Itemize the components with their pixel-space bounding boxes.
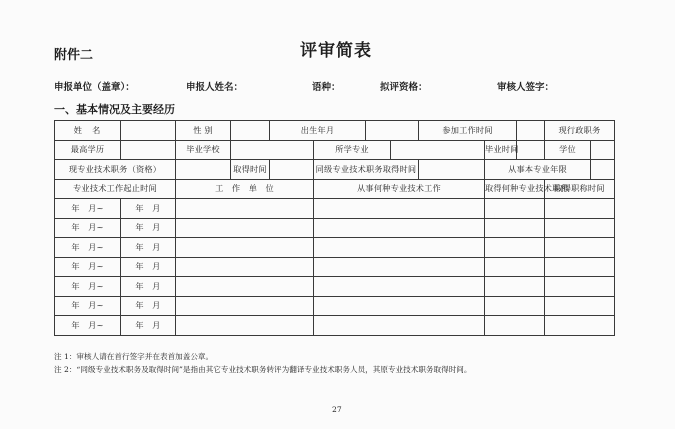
row-basic-2 (55, 140, 615, 160)
period-from[interactable]: 年 月~ (55, 257, 121, 277)
field-qualification: 拟评资格： (380, 82, 428, 93)
work-type-cell[interactable] (314, 257, 485, 277)
title-time-cell[interactable] (545, 238, 615, 258)
experience-row (55, 238, 615, 258)
attachment-label: 附件二 (54, 48, 94, 63)
work-type-cell[interactable] (314, 296, 485, 316)
work-unit-cell[interactable] (176, 238, 314, 258)
value-grad-time[interactable] (517, 140, 545, 160)
work-type-cell[interactable] (314, 277, 485, 297)
experience-row (55, 316, 615, 336)
field-reviewer: 审核人签字： (497, 82, 555, 93)
title-cell[interactable] (485, 296, 545, 316)
work-type-cell[interactable] (314, 218, 485, 238)
work-unit-cell[interactable] (176, 316, 314, 336)
label-obtain-time: 取得时间 (231, 160, 270, 180)
period-from[interactable]: 年 月~ (55, 199, 121, 219)
title-cell[interactable] (485, 218, 545, 238)
period-from[interactable]: 年 月~ (55, 218, 121, 238)
label-current-title: 现专业技术职务（资格） (55, 160, 176, 180)
work-type-cell[interactable] (314, 199, 485, 219)
row-column-headers (55, 179, 615, 199)
title-time-cell[interactable] (545, 199, 615, 219)
title-cell[interactable] (485, 199, 545, 219)
work-type-cell[interactable] (314, 316, 485, 336)
experience-row (55, 199, 615, 219)
field-applicant: 申报人姓名： (186, 82, 244, 93)
period-to[interactable]: 年 月 (121, 257, 176, 277)
value-school[interactable] (231, 140, 314, 160)
value-education[interactable] (121, 140, 176, 160)
label-name: 姓 名 (55, 121, 121, 141)
work-type-cell[interactable] (314, 238, 485, 258)
header-title: 取得何种专业技术职称 (485, 179, 545, 199)
experience-row (55, 218, 615, 238)
label-years-in-field: 从事本专业年限 (485, 160, 591, 180)
value-obtain-time[interactable] (270, 160, 314, 180)
value-gender[interactable] (231, 121, 270, 141)
work-unit-cell[interactable] (176, 199, 314, 219)
title-time-cell[interactable] (545, 277, 615, 297)
period-from[interactable]: 年 月~ (55, 296, 121, 316)
value-years-in-field[interactable] (591, 160, 615, 180)
value-same-level[interactable] (419, 160, 485, 180)
review-table (54, 120, 615, 336)
period-to[interactable]: 年 月 (121, 218, 176, 238)
title-cell[interactable] (485, 238, 545, 258)
label-education: 最高学历 (55, 140, 121, 160)
period-from[interactable]: 年 月~ (55, 316, 121, 336)
section-title: 一、基本情况及主要经历 (54, 103, 175, 116)
title-cell[interactable] (485, 277, 545, 297)
work-unit-cell[interactable] (176, 296, 314, 316)
page-number: 27 (332, 405, 342, 414)
title-time-cell[interactable] (545, 257, 615, 277)
page-title: 评审简表 (300, 41, 372, 61)
label-birth: 出生年月 (270, 121, 366, 141)
field-language: 语种： (312, 82, 341, 93)
row-basic-1 (55, 121, 615, 141)
value-birth[interactable] (366, 121, 419, 141)
label-major: 所学专业 (314, 140, 391, 160)
experience-row (55, 296, 615, 316)
value-work-start[interactable] (517, 121, 545, 141)
title-time-cell[interactable] (545, 316, 615, 336)
title-cell[interactable] (485, 316, 545, 336)
field-unit: 申报单位（盖章）： (54, 82, 135, 93)
experience-row (55, 257, 615, 277)
header-unit: 工 作 单 位 (176, 179, 314, 199)
note-1: 注 1：审核人请在首行签字并在表首加盖公章。 (54, 352, 214, 361)
header-work: 从事何种专业技术工作 (314, 179, 485, 199)
title-time-cell[interactable] (545, 218, 615, 238)
work-unit-cell[interactable] (176, 218, 314, 238)
row-basic-3 (55, 160, 615, 180)
period-to[interactable]: 年 月 (121, 296, 176, 316)
label-grad-time: 毕业时间 (485, 140, 517, 160)
label-work-start: 参加工作时间 (419, 121, 517, 141)
value-degree[interactable] (591, 140, 615, 160)
experience-row (55, 277, 615, 297)
header-period: 专业技术工作起止时间 (55, 179, 176, 199)
period-to[interactable]: 年 月 (121, 238, 176, 258)
work-unit-cell[interactable] (176, 277, 314, 297)
note-2: 注 2：“同级专业技术职务及取得时间”是指由其它专业技术职务转评为翻译专业技术职务人员，其原专业技术职务取得时间。 (54, 365, 472, 374)
work-unit-cell[interactable] (176, 257, 314, 277)
label-same-level: 同级专业技术职务取得时间 (314, 160, 419, 180)
title-cell[interactable] (485, 257, 545, 277)
label-school: 毕业学校 (176, 140, 231, 160)
value-current-title[interactable] (176, 160, 231, 180)
label-degree: 学位 (545, 140, 591, 160)
period-to[interactable]: 年 月 (121, 316, 176, 336)
period-from[interactable]: 年 月~ (55, 277, 121, 297)
label-admin-post: 现行政职务 (545, 121, 615, 141)
title-time-cell[interactable] (545, 296, 615, 316)
period-from[interactable]: 年 月~ (55, 238, 121, 258)
period-to[interactable]: 年 月 (121, 199, 176, 219)
value-major[interactable] (391, 140, 485, 160)
label-gender: 性 别 (176, 121, 231, 141)
header-title-time: 取得职称时间 (545, 179, 615, 199)
period-to[interactable]: 年 月 (121, 277, 176, 297)
value-name[interactable] (121, 121, 176, 141)
